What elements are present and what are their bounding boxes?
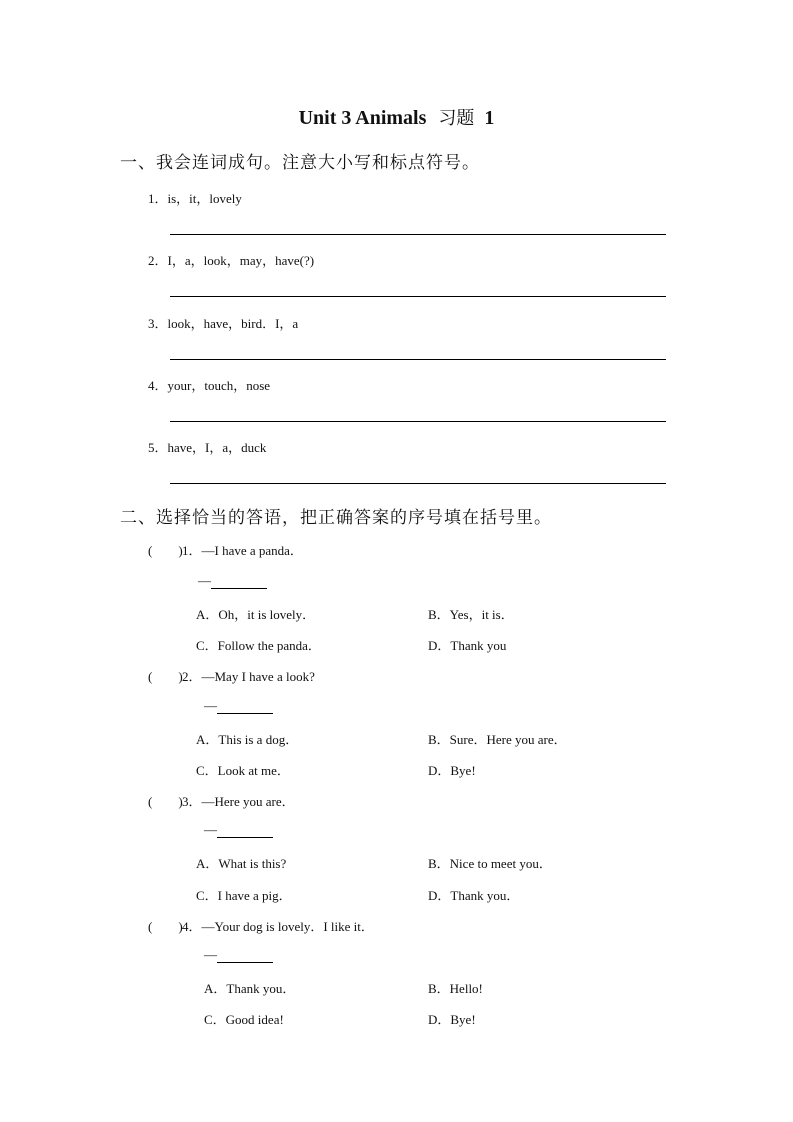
reply-dash: — bbox=[198, 573, 211, 588]
section-2-heading: 二、选择恰当的答语，把正确答案的序号填在括号里。 bbox=[120, 508, 552, 528]
answer-parentheses[interactable]: ( ) bbox=[148, 669, 183, 684]
reply-blank[interactable] bbox=[204, 947, 273, 963]
s2-q3-option-d: D．Thank you． bbox=[428, 888, 520, 903]
s2-q3-option-a: A．What is this? bbox=[196, 856, 287, 871]
reply-blank[interactable] bbox=[204, 822, 273, 838]
reply-dash: — bbox=[204, 822, 217, 837]
s2-q4-option-d: D．Bye! bbox=[428, 1012, 476, 1027]
s1-answer-line-5[interactable] bbox=[170, 483, 666, 484]
title-number: 1 bbox=[484, 107, 495, 129]
reply-underline bbox=[217, 701, 273, 714]
s1-answer-line-4[interactable] bbox=[170, 421, 666, 422]
s1-answer-line-3[interactable] bbox=[170, 359, 666, 360]
s2-q1-option-b: B．Yes，it is． bbox=[428, 607, 514, 622]
s2-q4-option-c: C．Good idea! bbox=[204, 1012, 284, 1027]
s2-q1-option-d: D．Thank you bbox=[428, 638, 507, 653]
answer-parentheses[interactable]: ( ) bbox=[148, 919, 183, 934]
title-sub: 习题 bbox=[438, 108, 475, 129]
reply-dash: — bbox=[204, 947, 217, 962]
s2-q1-option-a: A．Oh，it is lovely． bbox=[196, 607, 316, 622]
s2-q4-option-b: B．Hello! bbox=[428, 981, 483, 996]
reply-dash: — bbox=[204, 698, 217, 713]
s1-answer-line-2[interactable] bbox=[170, 296, 666, 297]
reply-underline bbox=[217, 825, 273, 838]
s2-q2-option-c: C．Look at me． bbox=[196, 763, 290, 778]
s2-q2-option-a: A．This is a dog． bbox=[196, 732, 299, 747]
reply-underline bbox=[217, 950, 273, 963]
s1-question-1: 1．is，it，lovely bbox=[148, 191, 242, 206]
answer-parentheses[interactable]: ( ) bbox=[148, 543, 183, 558]
answer-parentheses[interactable]: ( ) bbox=[148, 794, 183, 809]
s2-q4-option-a: A．Thank you． bbox=[204, 981, 296, 996]
s2-question-4-stem: 4．—Your dog is lovely．I like it． bbox=[182, 919, 374, 934]
reply-underline bbox=[211, 576, 267, 589]
s1-question-2: 2．I，a，look，may，have(?) bbox=[148, 253, 315, 268]
s2-question-1-stem: 1．—I have a panda． bbox=[182, 543, 303, 558]
s2-question-2-stem: 2．—May I have a look? bbox=[182, 669, 315, 684]
page-title bbox=[0, 104, 793, 130]
s2-q2-option-d: D．Bye! bbox=[428, 763, 476, 778]
s1-question-4: 4．your，touch，nose bbox=[148, 378, 271, 393]
reply-blank[interactable] bbox=[198, 573, 267, 589]
section-1-heading: 一、我会连词成句。注意大小写和标点符号。 bbox=[120, 153, 480, 173]
s1-question-3: 3．look，have，bird．I，a bbox=[148, 316, 299, 331]
s2-q3-option-c: C．I have a pig． bbox=[196, 888, 292, 903]
s2-question-3-stem: 3．—Here you are． bbox=[182, 794, 295, 809]
title-main: Unit 3 Animals bbox=[298, 107, 427, 129]
s1-answer-line-1[interactable] bbox=[170, 234, 666, 235]
s1-question-5: 5．have，I，a，duck bbox=[148, 440, 267, 455]
reply-blank[interactable] bbox=[204, 698, 273, 714]
s2-q3-option-b: B．Nice to meet you． bbox=[428, 856, 552, 871]
s2-q1-option-c: C．Follow the panda． bbox=[196, 638, 321, 653]
s2-q2-option-b: B．Sure．Here you are． bbox=[428, 732, 567, 747]
